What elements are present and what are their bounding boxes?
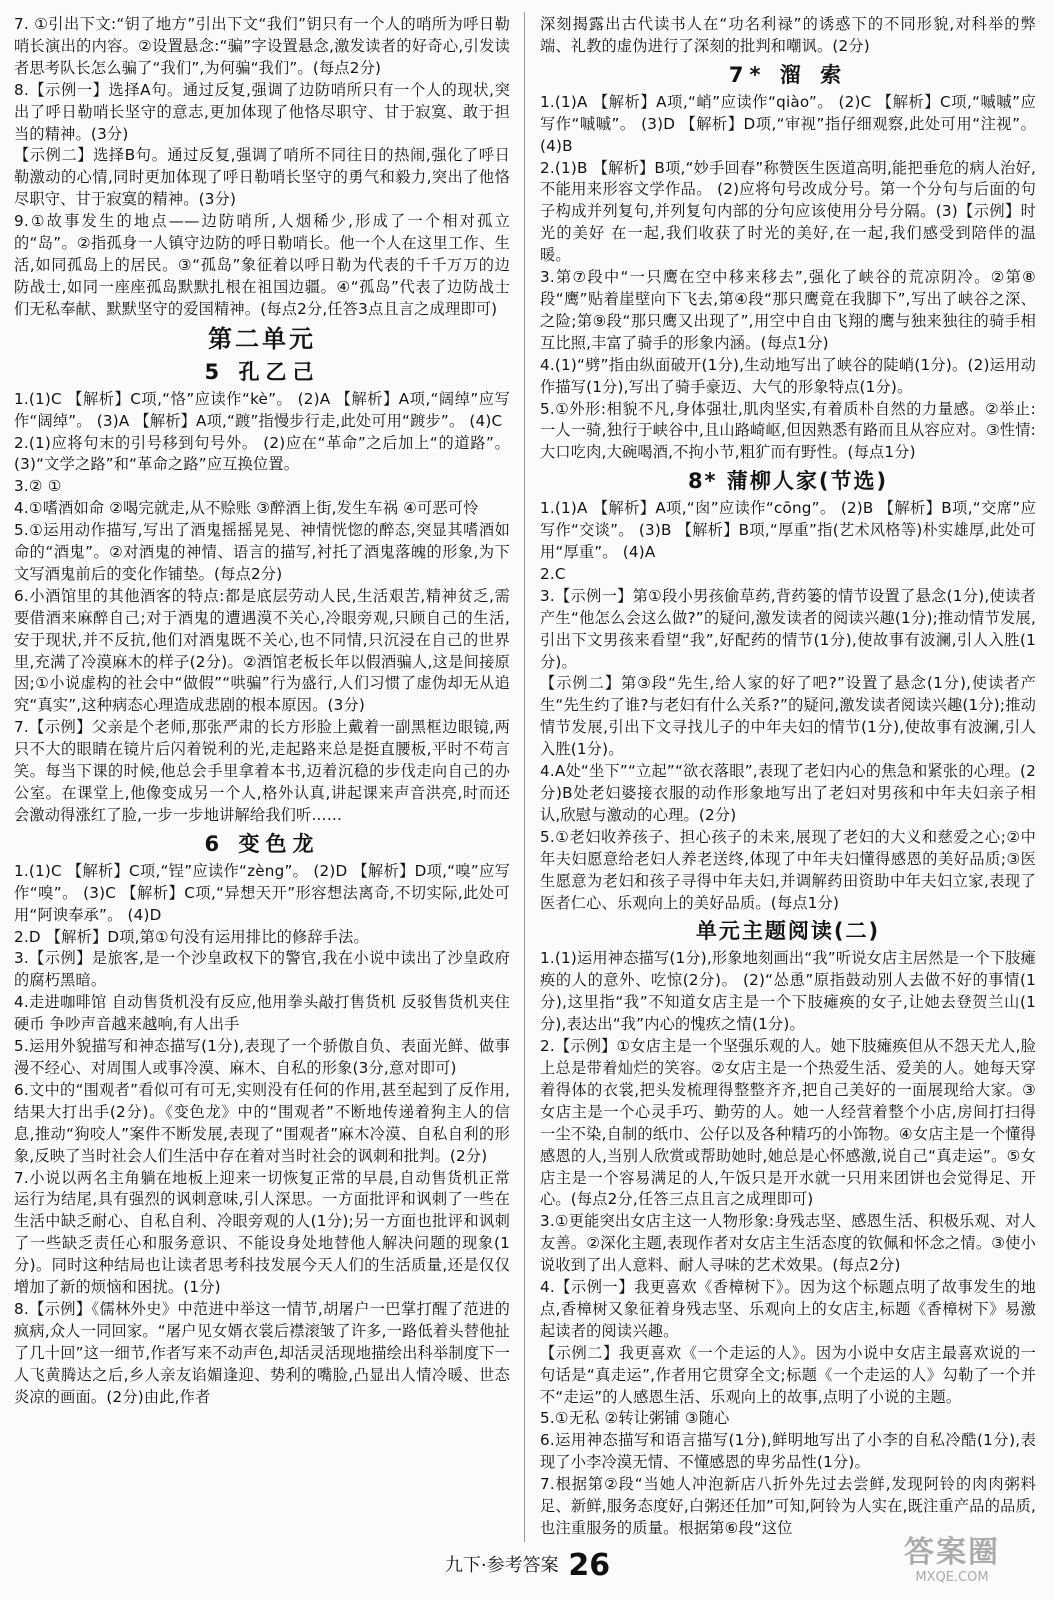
- answer-item: 2.D 【解析】D项,第①句没有运用排比的修辞手法。: [14, 927, 369, 946]
- section-heading: 5 孔乙己: [204, 359, 320, 384]
- answer-item: 5.①无私 ②转让粥铺 ③随心: [540, 1409, 730, 1428]
- answer-item: 2.(1)B 【解析】B项,“妙手回春”称赞医生医道高明,能把垂危的病人治好,不能用来形容文学作品。 (2)应将句号改成分号。第一个分句与后面的句子构成并列复句,并列复句内部的分句应该使用分号分隔。(3)【示例】时光的美好 在一起,我们收获了时光的美好,在一起,我们感受到陪伴的温暖。: [540, 158, 1036, 265]
- answer-item: 1.(1)运用神态描写(1分),形象地刻画出“我”听说女店主居然是一个下肢瘫痪的人的意外、吃惊(2分)。 (2)“怂恿”原指鼓动别人去做不好的事情(1分),这里指“我”不知道女店主是一个下肢瘫痪的女子,让她去登贺兰山(1分),表达出“我”内心的愧疚之情(1分)。: [540, 949, 1036, 1034]
- answer-item: 1.(1)A 【解析】A项,“峭”应读作“qiào”。 (2)C 【解析】C项,“嘁嘁”应写作“嘁嘁”。 (3)D 【解析】D项,“审视”指仔细观察,此处可用“注视”。 (4)B: [540, 92, 1036, 155]
- answer-item: 深刻揭露出古代读书人在“功名利禄”的诱惑下的不同形貌,对科举的弊端、礼教的虚伪进行了深刻的批判和嘲讽。(2分): [540, 15, 1036, 55]
- answer-item: 5.①外形:相貌不凡,身体强壮,肌肉坚实,有着质朴自然的力量感。②举止:一人一骑,独行于峡谷中,且山路崎岖,但因熟悉有路而且从容应对。③性情:大口吃肉,大碗喝酒,不拘小节,粗犷而有野性。(每点1分): [540, 399, 1036, 462]
- section-heading: 6 变色龙: [204, 831, 320, 856]
- answer-item: 4.①嗜酒如命 ②喝完就走,从不赊账 ③醉酒上街,发生车祸 ④可恶可怜: [14, 499, 479, 518]
- answer-item: 6.运用神态描写和语言描写(1分),鲜明地写出了小李的自私冷酷(1分),表现了小李冷漠无情、不懂感恩的卑劣品性(1分)。: [540, 1431, 1036, 1472]
- answer-item: 9.①故事发生的地点——边防哨所,人烟稀少,形成了一个相对孤立的“岛”。②指孤身一人镇守边防的呼日勒哨长。他一个人在这里工作、生活,如同孤岛上的居民。③“孤岛”象征着以呼日勒为代表的千千万万的边防战士,如同一座座孤岛默默扎根在祖国边疆。④“孤岛”代表了边防战士们无私奉献、默默坚守的爱国精神。(每点2分,任答3点且言之成理即可): [14, 212, 510, 318]
- watermark-url: MXQE.COM: [915, 1570, 989, 1585]
- column-divider: [524, 12, 525, 1542]
- answer-item: 8.【示例一】选择A句。通过反复,强调了边防哨所只有一个人的现状,突出了呼日勒哨长坚守的意志,更加体现了他恪尽职守、甘于寂寞、敢于担当的精神。(3分): [14, 80, 510, 143]
- answer-item: 4.(1)“劈”指由纵面破开(1分),生动地写出了峡谷的陡峭(1分)。(2)运用动作描写(1分),写出了骑手豪迈、大气的形象特点(1分)。: [540, 355, 1036, 396]
- left-column: [14, 14, 510, 1408]
- answer-item: 3.第⑦段中“一只鹰在空中移来移去”,强化了峡谷的荒凉阴冷。②第⑧段“鹰”贴着崖壁向下飞去,第④段“那只鹰竟在我脚下”,写出了峡谷之深、之险;第⑨段“那只鹰又出现了”,用空中自由飞翔的鹰与独来独往的骑手相互比照,丰富了骑手的形象内涵。(每点1分): [540, 268, 1036, 352]
- answer-item: 【示例二】我更喜欢《一个走运的人》。因为小说中女店主最喜欢说的一句话是“真走运”,作者用它贯穿全文;标题《一个走运的人》勾勒了一个并不“走运”的人感恩生活、乐观向上的故事,点明了小说的主题。: [540, 1343, 1036, 1406]
- section-heading: 单元主题阅读(二): [695, 919, 881, 944]
- answer-item: 3.①更能突出女店主这一人物形象:身残志坚、感恩生活、积极乐观、对人友善。②深化主题,表现作者对女店主生活态度的钦佩和怀念之情。③使小说收到了出人意料、耐人寻味的艺术效果。(每点2分): [540, 1212, 1036, 1275]
- answer-item: 5.运用外貌描写和神态描写(1分),表现了一个骄傲自负、表面光鲜、做事漫不经心、对周围人或事冷漠、麻木、自私的形象(3分,意对即可): [14, 1037, 510, 1077]
- answer-item: 2.C: [540, 564, 566, 583]
- section-heading: 7* 溜 索: [728, 62, 848, 87]
- answer-item: 5.①运用动作描写,写出了酒鬼摇摇晃晃、神情恍惚的醉态,突显其嗜酒如命的“酒鬼”。②对酒鬼的神情、语言的描写,衬托了酒鬼落魄的形象,为下文写酒鬼前后的变化作铺垫。(每点2分): [14, 521, 510, 583]
- watermark: [857, 1536, 1047, 1596]
- answer-item: 2.【示例】①女店主是一个坚强乐观的人。她下肢瘫痪但从不怨天尤人,脸上总是带着灿烂的笑容。②女店主是一个热爱生活、爱美的人。她每天穿着得体的衣裳,把头发梳理得整整齐齐,把自己美好的一面展现给大家。③女店主是一个心灵手巧、勤劳的人。她一人经营着整个小店,房间打扫得一尘不染,自制的纸巾、公仔以及各种精巧的小饰物。④女店主是一个懂得感恩的人,当别人欣赏或帮助她时,她总是心怀感激,说自己“真走运”。⑤女店主是一个容易满足的人,午饭只是开水就一只用来团饼也会觉得足、开心。(每点2分,任答三点且言之成理即可): [540, 1037, 1036, 1209]
- answer-item: 1.(1)A 【解析】A项,“囱”应读作“cōng”。 (2)B 【解析】B项,“交席”应写作“交谈”。 (3)B 【解析】B项,“厚重”指(艺术风格等)朴实雄厚,此处可用“厚重”。 (4)A: [540, 499, 1036, 562]
- unit-heading: 第二单元: [208, 324, 316, 353]
- answer-item: 1.(1)C 【解析】C项,“锃”应读作“zèng”。 (2)D 【解析】D项,“嗅”应写作“嗅”。 (3)C 【解析】C项,“异想天开”形容想法离奇,不切实际,此处可用“阿谀奉承”。 (4)D: [14, 861, 510, 924]
- answer-item: 【示例二】选择B句。通过反复,强调了哨所不同往日的热闹,强化了呼日勒激动的心情,同时更加体现了呼日勒哨长坚守的勇气和毅力,突出了他恪尽职守、甘于寂寞的精神。(3分): [14, 146, 510, 209]
- right-column: [540, 14, 1036, 1540]
- answer-item: 7.小说以两名主角躺在地板上迎来一切恢复正常的早晨,自动售货机正常运行为结尾,具有强烈的讽刺意味,引人深思。一方面批评和讽刺了一些在生活中缺乏耐心、自私自利、冷眼旁观的人(1分);另一方面也批评和讽刺了一些缺乏责任心和服务意识、不能设身处地替他人解决问题的现象(1分)。同时这种结局也让读者思考科技发展今天人们的生活质量,还是仅仅增加了新的烦恼和困扰。(1分): [14, 1168, 510, 1297]
- answer-item: 2.(1)应将句末的引号移到句号外。 (2)应在“革命”之后加上“的道路”。 (3)“文学之路”和“革命之路”应互换位置。: [14, 433, 510, 474]
- answer-item: 7. ①引出下文:“钥了地方”引出下文“我们”钥只有一个人的哨所为呼日勒哨长演出的内容。②设置悬念:“骗”字设置悬念,激发读者的好奇心,引发读者思考队长怎么骗了“我们”,为何骗“我们”。(每点2分): [14, 15, 510, 77]
- answer-item: 【示例二】第③段“先生,给人家的好了吧?”设置了悬念(1分),使读者产生“先生约了谁?与老妇有什么关系?”的疑问,激发读者阅读兴趣(1分);推动情节发展,引出下文寻找儿子的中年夫妇的情节(1分),使故事有波澜,引人入胜(1分)。: [540, 674, 1036, 759]
- section-heading: 8* 蒲柳人家(节选): [687, 469, 889, 494]
- answer-item: 4.A处“坐下”“立起”“欲衣落眼”,表现了老妇内心的焦急和紧张的心理。(2分)B处老妇婆接衣服的动作形象地写出了老妇对男孩和中年夫妇亲子相认,欣慰与激动的心理。(2分): [540, 762, 1036, 824]
- answer-item: 7.【示例】父亲是个老师,那张严肃的长方形脸上戴着一副黑框边眼镜,两只不大的眼睛在镜片后闪着锐利的光,走起路来总是挺直腰板,平时不苟言笑。每当下课的时候,他总会手里拿着本书,迈着沉稳的步伐走向自己的办公室。在课堂上,他像变成另一个人,格外认真,讲起课来声音洪亮,时而还会激动得涨红了脸,一步一步地讲解给我们听……: [14, 718, 510, 824]
- footer-label: 九下·参考答案: [444, 1555, 559, 1576]
- answer-item: 1.(1)C 【解析】C项,“恪”应读作“kè”。 (2)A 【解析】A项,“阔绰”应写作“阔绰”。 (3)A 【解析】A项,“踱”指慢步行走,此处可用“踱步”。 (4)C: [14, 389, 510, 430]
- answer-item: 4.【示例一】我更喜欢《香樟树下》。因为这个标题点明了故事发生的地点,香樟树又象征着身残志坚、乐观向上的女店主,标题《香樟树下》易激起读者的阅读兴趣。: [540, 1278, 1036, 1340]
- answer-item: 6.文中的“围观者”看似可有可无,实则没有任何的作用,甚至起到了反作用,结果大打出手(2分)。《变色龙》中的“围观者”不断地传递着狗主人的信息,推动“狗咬人”案件不断发展,表现了“围观者”麻木冷漠、自私自利的形象,反映了当时社会人们生活中存在着对当时社会的讽刺和批判。(2分): [14, 1080, 510, 1165]
- answer-item: 6.小酒馆里的其他酒客的特点:都是底层劳动人民,生活艰苦,精神贫乏,需要借酒来麻醉自己;对于酒鬼的遭遇漠不关心,冷眼旁观,只顾自己的生活,安于现状,并不反抗,他们对酒鬼既不关心,也不同情,只沉浸在自己的世界里,充满了冷漠麻木的样子(2分)。②酒馆老板长年以假酒骗人,这是间接原因;①小说虚构的社会中“做假”“哄骗”行为盛行,人们习惯了虚伪却无从追究“真实”,这种病态心理造成悲剧的根本原因。(3分): [14, 586, 510, 715]
- watermark-logo-text: 答案圈: [904, 1535, 1000, 1570]
- page-number: 26: [568, 1548, 611, 1583]
- answer-item: 3.【示例】是旅客,是一个沙皇政权下的警官,我在小说中读出了沙皇政府的腐朽黑暗。: [14, 949, 510, 990]
- answer-item: 3.【示例一】第①段小男孩偷草药,背药篓的情节设置了悬念(1分),使读者产生“他怎么会这么做?”的疑问,激发读者的阅读兴趣(1分);推动情节发展,引出下文男孩来看望“我”,好配药的情节(1分),使故事有波澜,引人入胜(1分)。: [540, 586, 1036, 671]
- answer-item: 7.根据第②段“当她人冲泡新店八折外先过去尝鲜,发现阿铃的肉肉粥料足、新鲜,服务态度好,白粥还任加”可知,阿铃为人实在,既注重产品的品质,也注重服务的质量。根据第⑥段“这位: [540, 1475, 1036, 1537]
- answer-item: 5.①老妇收养孩子、担心孩子的未来,展现了老妇的大义和慈爱之心;②中年夫妇愿意给老妇人养老送终,体现了中年夫妇懂得感恩的美好品质;③医生愿意为老妇和孩子寻得中年夫妇,并调解药田资助中年夫妇立家,表现了医者仁心、乐观向上的美好品质。(每点1分): [540, 827, 1036, 912]
- answer-item: 3.② ①: [14, 477, 62, 496]
- answer-item: 4.走进咖啡馆 自动售货机没有反应,他用拳头敲打售货机 反驳售货机夹住硬币 争吵声音越来越响,有人出手: [14, 993, 510, 1034]
- answer-item: 8.【示例】《儒林外史》中范进中举这一情节,胡屠户一巴掌打醒了范进的疯病,众人一同回家。“屠户见女婿衣裳后襟滚皱了许多,一路低着头替他扯了几十回”这一细节,作者写来不动声色,却活灵活现地描绘出科举制度下一人飞黄腾达之后,乡人亲友谄媚逢迎、势利的嘴脸,凸显出人情冷暖、世态炎凉的画面。(2分)由此,作者: [14, 1299, 510, 1406]
